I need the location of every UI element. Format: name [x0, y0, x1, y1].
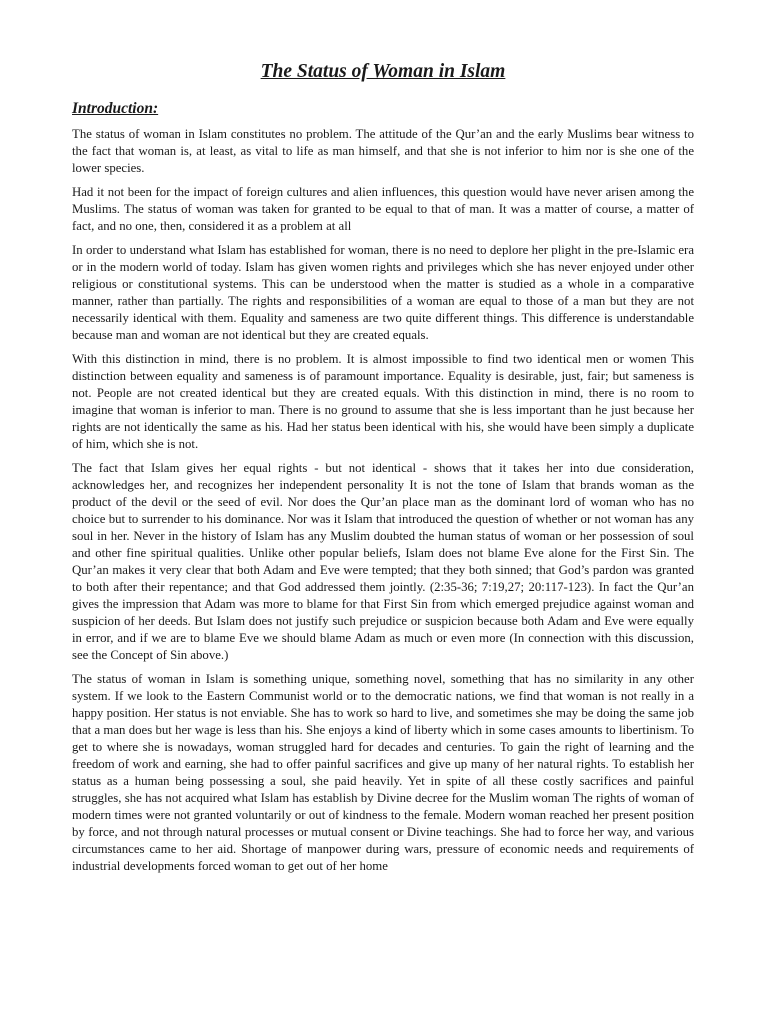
- paragraph-6: The status of woman in Islam is something unique, something novel, something that has no similarity in any other system. If we look to the Eastern Communist world or to the democratic nations, we find that woman is not really in a happy position. Her status is not enviable. She has to work so hard to live, and sometimes she may be doing the same job that a man does but her wage is less than his. She enjoys a kind of liberty which in some cases amounts to libertinism. To get to where she is nowadays, woman struggled hard for decades and centuries. To gain the right of learning and the freedom of work and earning, she had to offer painful sacrifices and give up many of her natural rights. To establish her status as a human being possessing a soul, she paid heavily. Yet in spite of all these costly sacrifices and painful struggles, she has not acquired what Islam has establish by Divine decree for the Muslim woman The rights of woman of modern times were not granted voluntarily or out of kindness to the female. Modern woman reached her present position by force, and not through natural processes or mutual consent or Divine teachings. She had to force her way, and various circumstances came to her aid. Shortage of manpower during wars, pressure of economic needs and requirements of industrial developments forced woman to get out of her home: [72, 672, 694, 873]
- document-title: The Status of Woman in Islam: [260, 61, 506, 82]
- paragraph-4: With this distinction in mind, there is no problem. It is almost impossible to find two identical men or women This distinction between equality and sameness is of paramount importance. Equality is desirable, just, fair; but sameness is not. People are not created identical but they are created equals. With this distinction in mind, there is no room to imagine that woman is inferior to man. There is no ground to assume that she is less important than he just because her rights are not identically the same as his. Had her status been identical with his, she would have been simply a duplicate of him, which she is not.: [72, 352, 694, 451]
- paragraph-1: The status of woman in Islam constitutes no problem. The attitude of the Qur’an and the early Muslims bear witness to the fact that woman is, at least, as vital to life as man himself, and that she is not inferior to him nor is she one of the lower species.: [72, 127, 694, 175]
- paragraph-5: The fact that Islam gives her equal rights - but not identical - shows that it takes her into due consideration, acknowledges her, and recognizes her independent personality It is not the tone of Islam that brands woman as the product of the devil or the seed of evil. Nor does the Qur’an place man as the dominant lord of woman who has no choice but to surrender to his dominance. Nor was it Islam that introduced the question of whether or not woman has any soul in her. Never in the history of Islam has any Muslim doubted the human status of woman or her possession of soul and other fine spiritual qualities. Unlike other popular beliefs, Islam does not blame Eve alone for the First Sin. The Qur’an makes it very clear that both Adam and Eve were tempted; that they both sinned; that God’s pardon was granted to both after their repentance; and that God addressed them jointly. (2:35-36; 7:19,27; 20:117-123). In fact the Qur’an gives the impression that Adam was more to blame for that First Sin from which emerged prejudice against woman and suspicion of her deeds. But Islam does not justify such prejudice or suspicion because both Adam and Eve were equally in error, and if we are to blame Eve we should blame Adam as much or even more (In connection with this discussion, see the Concept of Sin above.): [72, 461, 694, 662]
- document-page: [72, 58, 694, 882]
- section-heading-introduction: Introduction:: [72, 100, 159, 117]
- paragraph-3: In order to understand what Islam has established for woman, there is no need to deplore her plight in the pre-Islamic era or in the modern world of today. Islam has given women rights and privileges which she has never enjoyed under other religious or constitutional systems. This can be understood when the matter is studied as a whole in a comparative manner, rather than partially. The rights and responsibilities of a woman are equal to those of a man but they are not necessarily identical with them. Equality and sameness are two quite different things. This difference is understandable because man and woman are not identical but they are created equals.: [72, 243, 694, 342]
- paragraph-2: Had it not been for the impact of foreign cultures and alien influences, this question would have never arisen among the Muslims. The status of woman was taken for granted to be equal to that of man. It was a matter of course, a matter of fact, and no one, then, considered it as a problem at all: [72, 185, 694, 233]
